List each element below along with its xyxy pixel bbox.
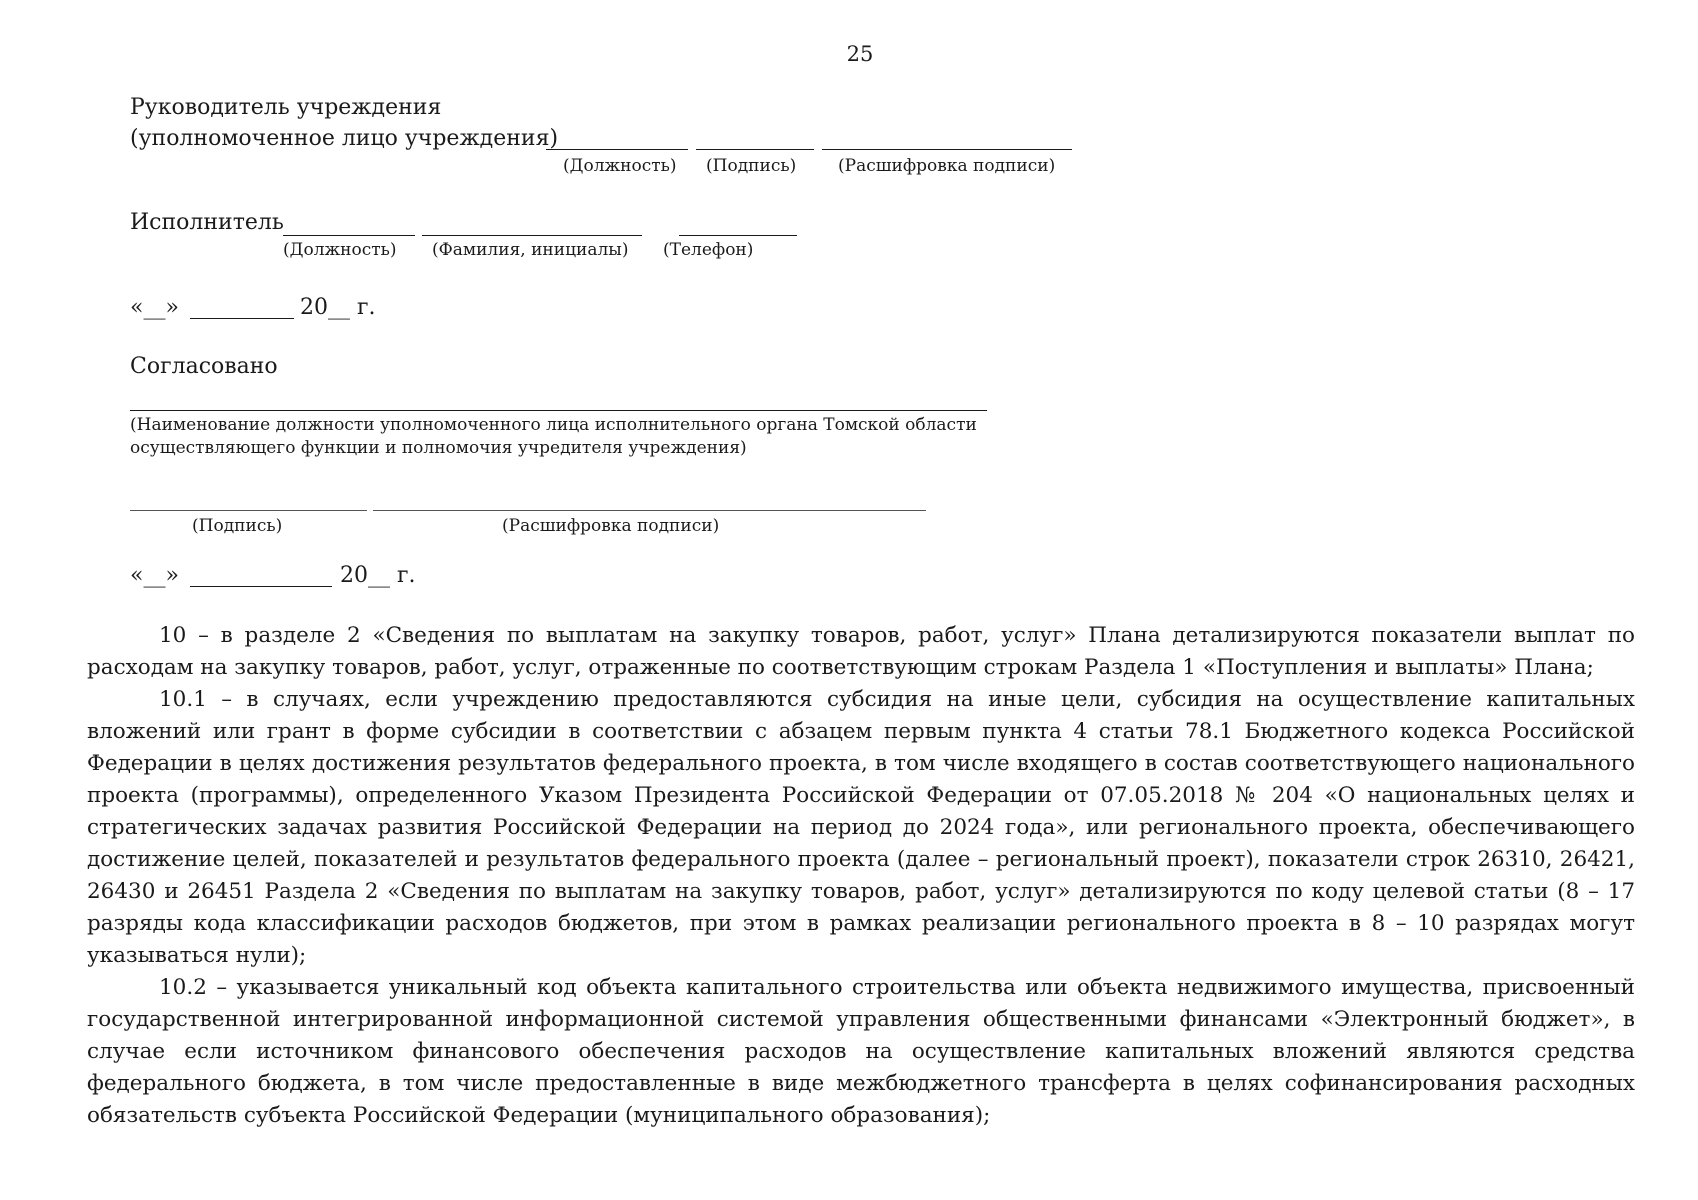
executor-phone-caption: (Телефон) (663, 240, 754, 260)
date2-day: «__» (130, 563, 179, 588)
head-position-caption: (Должность) (563, 156, 677, 176)
paragraph-10: 10 – в разделе 2 «Сведения по выплатам на закупку товаров, работ, услуг» Плана детализируются показатели выплат по расходам на закупку товаров, работ, услуг, отраженные по соответствующим строкам Раздела 1 «Поступления и выплаты» Плана; (87, 623, 1635, 680)
head-title-line1: Руководитель учреждения (130, 95, 442, 120)
body-text (87, 620, 1635, 1132)
head-position-line[interactable] (546, 149, 688, 150)
agreed-caption-line2: осуществляющего функции и полномочия учредителя учреждения) (130, 438, 747, 458)
agreed-decode-line[interactable] (373, 510, 926, 511)
paragraph-10-1: 10.1 – в случаях, если учреждению предоставляются субсидия на иные цели, субсидия на осуществление капитальных вложений или грант в форме субсидии в соответствии с абзацем первым пункта 4 статьи 78.1 Бюджетного кодекса Российской Федерации в целях достижения результатов федерального проекта, в том числе входящего в состав соответствующего национального проекта (программы), определенного Указом Президента Российской Федерации от 07.05.2018 № 204 «О национальных целях и стратегических задачах развития Российской Федерации на период до 2024 года», или регионального проекта, обеспечивающего достижение целей, показателей и результатов федерального проекта (далее – региональный проект), показатели строк 26310, 26421, 26430 и 26451 Раздела 2 «Сведения по выплатам на закупку товаров, работ, услуг» детализируются по коду целевой статьи (8 – 17 разряды кода классификации расходов бюджетов, при этом в рамках реализации регионального проекта в 8 – 10 разрядах могут указываться нули); (87, 687, 1635, 968)
agreed-signature-caption: (Подпись) (192, 516, 283, 536)
executor-phone-line[interactable] (679, 235, 797, 236)
agreed-position-line[interactable] (130, 410, 987, 411)
head-signature-caption: (Подпись) (706, 156, 797, 176)
date2-month-line[interactable] (190, 586, 332, 587)
date1-year: 20__ г. (300, 295, 376, 320)
date1-month-line[interactable] (190, 318, 294, 319)
head-title-line2: (уполномоченное лицо учреждения) (130, 126, 559, 151)
date1-day: «__» (130, 295, 179, 320)
paragraph-10-2: 10.2 – указывается уникальный код объекта капитального строительства или объекта недвижимого имущества, присвоенный государственной интегрированной информационной системой управления общественными финансами «Электронный бюджет», в случае если источником финансового обеспечения расходов на осуществление капитальных вложений являются средства федерального бюджета, в том числе предоставленные в виде межбюджетного трансферта в целях софинансирования расходных обязательств субъекта Российской Федерации (муниципального образования); (87, 975, 1635, 1128)
executor-position-caption: (Должность) (283, 240, 397, 260)
head-decode-line[interactable] (822, 149, 1072, 150)
executor-position-line[interactable] (283, 235, 415, 236)
agreed-caption-line1: (Наименование должности уполномоченного лица исполнительного органа Томской области (130, 415, 977, 435)
head-decode-caption: (Расшифровка подписи) (838, 156, 1056, 176)
executor-label: Исполнитель (130, 210, 284, 235)
page-number: 25 (846, 42, 874, 66)
date2-year: 20__ г. (340, 563, 416, 588)
executor-name-line[interactable] (422, 235, 642, 236)
agreed-label: Согласовано (130, 354, 278, 379)
executor-name-caption: (Фамилия, инициалы) (432, 240, 629, 260)
agreed-decode-caption: (Расшифровка подписи) (502, 516, 720, 536)
head-signature-line[interactable] (696, 149, 814, 150)
agreed-signature-line[interactable] (130, 510, 367, 511)
